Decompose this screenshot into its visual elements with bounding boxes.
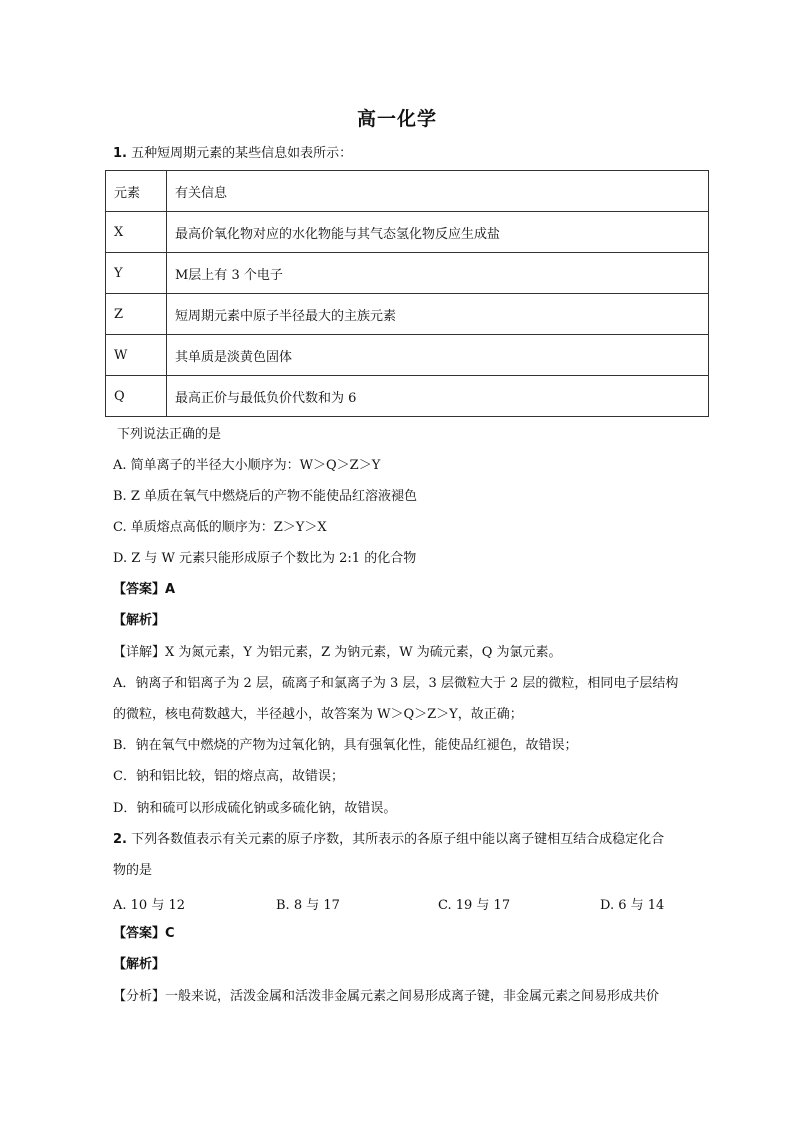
explanation-line: 的微粒，核电荷数越大，半径越小，故答案为 W＞Q＞Z＞Y，故正确； xyxy=(113,707,523,722)
table-cell-element: Q xyxy=(106,376,167,417)
analysis-label: 【解析】 xyxy=(113,957,166,972)
answer-label: 【答案】C xyxy=(113,926,175,941)
table-row xyxy=(106,294,709,335)
table-header-cell: 元素 xyxy=(106,171,167,212)
table-row xyxy=(106,335,709,376)
table-cell-info: M层上有 3 个电子 xyxy=(167,253,709,294)
detail-text: 【详解】X 为氮元素，Y 为铝元素，Z 为钠元素，W 为硫元素，Q 为氯元素。 xyxy=(113,645,562,660)
table-cell-info: 其单质是淡黄色固体 xyxy=(167,335,709,376)
option-b: B. Z 单质在氧气中燃烧后的产物不能使品红溶液褪色 xyxy=(113,489,417,504)
table-cell-element: W xyxy=(106,335,167,376)
table-cell-info: 最高正价与最低负价代数和为 6 xyxy=(167,376,709,417)
explanation-line: A．钠离子和铝离子为 2 层，硫离子和氯离子为 3 层，3 层微粒大于 2 层的微粒，相同电子层结构 xyxy=(113,676,679,691)
table-header-row xyxy=(106,171,709,212)
option-d: D. 6 与 14 xyxy=(600,898,665,913)
analysis-text: 【分析】一般来说，活泼金属和活泼非金属元素之间易形成离子键，非金属元素之间易形成共价 xyxy=(113,989,660,1004)
table-cell-info: 短周期元素中原子半径最大的主族元素 xyxy=(167,294,709,335)
explanation-line: D．钠和硫可以形成硫化钠或多硫化钠，故错误。 xyxy=(113,801,397,816)
option-d: D. Z 与 W 元素只能形成原子个数比为 2:1 的化合物 xyxy=(113,551,417,566)
table-cell-element: Y xyxy=(106,253,167,294)
element-info-table xyxy=(105,170,709,417)
question-text-continued: 物的是 xyxy=(113,863,153,878)
question-prompt: 下列说法正确的是 xyxy=(117,427,222,442)
table-header-cell: 有关信息 xyxy=(167,171,709,212)
explanation-line: C．钠和铝比较，铝的熔点高，故错误； xyxy=(113,769,344,784)
option-a: A. 简单离子的半径大小顺序为：W＞Q＞Z＞Y xyxy=(113,458,381,473)
option-b: B. 8 与 17 xyxy=(276,898,340,913)
analysis-label: 【解析】 xyxy=(113,613,166,628)
option-c: C. 单质熔点高低的顺序为：Z＞Y＞X xyxy=(113,520,327,535)
question-1-stem xyxy=(113,145,352,163)
question-number: 2. xyxy=(113,832,127,847)
page-title: 高一化学 xyxy=(356,108,437,130)
question-number: 1. xyxy=(113,146,127,161)
question-2-stem xyxy=(113,831,664,849)
question-text: 下列各数值表示有关元素的原子序数，其所表示的各原子组中能以离子键相互结合成稳定化合 xyxy=(131,832,665,847)
table-cell-element: X xyxy=(106,212,167,253)
answer-label: 【答案】A xyxy=(113,582,176,597)
question-text: 五种短周期元素的某些信息如表所示： xyxy=(131,146,353,161)
table-row xyxy=(106,376,709,417)
option-c: C. 19 与 17 xyxy=(438,898,511,913)
option-a: A. 10 与 12 xyxy=(113,898,186,913)
table-cell-element: Z xyxy=(106,294,167,335)
table-row xyxy=(106,253,709,294)
table-row xyxy=(106,212,709,253)
explanation-line: B．钠在氧气中燃烧的产物为过氧化钠，具有强氧化性，能使品红褪色，故错误； xyxy=(113,738,578,753)
table-cell-info: 最高价氧化物对应的水化物能与其气态氢化物反应生成盐 xyxy=(167,212,709,253)
